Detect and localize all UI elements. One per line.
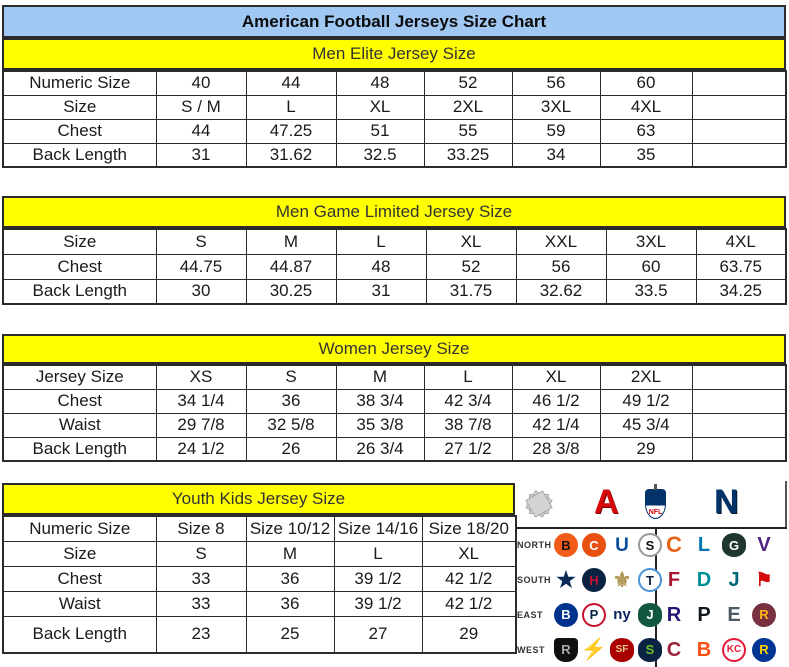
size-cell: 31 xyxy=(336,279,426,304)
saints-logo-icon: ⚜ xyxy=(612,568,632,592)
table-row xyxy=(3,516,516,541)
division-label: EAST xyxy=(517,609,544,620)
size-cell xyxy=(692,365,786,389)
nfc-logo-group xyxy=(662,533,780,557)
row-label: Waist xyxy=(3,591,156,616)
size-cell: 31 xyxy=(156,143,246,167)
size-cell: M xyxy=(246,229,336,254)
division-row xyxy=(516,598,787,633)
size-cell: 28 3/8 xyxy=(512,437,600,461)
size-cell: 4XL xyxy=(600,95,692,119)
size-cell: 52 xyxy=(424,71,512,95)
49ers-logo-icon: SF xyxy=(610,638,634,662)
cardinals-logo-icon: C xyxy=(666,638,682,661)
size-cell: 2XL xyxy=(424,95,512,119)
size-cell: 44 xyxy=(246,71,336,95)
redskins-logo-icon: R xyxy=(752,603,776,627)
row-label: Chest xyxy=(3,389,156,413)
nfc-logo-group xyxy=(662,568,780,592)
row-label: Size xyxy=(3,541,156,566)
bears-logo-icon: C xyxy=(666,532,682,558)
bengals-logo-icon: B xyxy=(554,533,578,557)
nfl-teams-panel xyxy=(516,481,787,667)
size-cell: 26 3/4 xyxy=(336,437,424,461)
size-cell: 29 xyxy=(600,437,692,461)
nfl-shield-icon xyxy=(645,489,666,519)
size-cell: 29 7/8 xyxy=(156,413,246,437)
conference-header-row xyxy=(516,481,787,527)
size-cell: 59 xyxy=(512,119,600,143)
size-cell: 35 3/8 xyxy=(336,413,424,437)
size-cell: 3XL xyxy=(512,95,600,119)
panthers-logo-icon: P xyxy=(697,603,711,626)
texans-logo-icon: H xyxy=(582,568,606,592)
table-row xyxy=(3,229,786,254)
size-cell: 55 xyxy=(424,119,512,143)
afc-logo-group xyxy=(554,533,654,557)
browns-logo-icon: C xyxy=(582,533,606,557)
size-cell: Size 18/20 xyxy=(422,516,516,541)
size-cell: 24 1/2 xyxy=(156,437,246,461)
chiefs-logo-icon: KC xyxy=(722,638,746,662)
size-cell: 49 1/2 xyxy=(600,389,692,413)
cowboys-logo-icon: ★ xyxy=(556,567,576,593)
table-row xyxy=(3,541,516,566)
lions-logo-icon: L xyxy=(697,534,711,557)
size-cell: 40 xyxy=(156,71,246,95)
size-cell xyxy=(692,119,786,143)
size-cell: 39 1/2 xyxy=(334,566,422,591)
size-cell: S xyxy=(246,365,336,389)
division-row xyxy=(516,528,787,563)
vikings-logo-icon: V xyxy=(757,534,771,557)
size-cell: 30 xyxy=(156,279,246,304)
size-cell: XL xyxy=(512,365,600,389)
row-label: Numeric Size xyxy=(3,71,156,95)
eagles-logo-icon: E xyxy=(727,603,741,626)
patriots-logo-icon: P xyxy=(582,603,606,627)
division-label: NORTH xyxy=(517,540,552,551)
size-cell: 52 xyxy=(426,254,516,279)
size-cell: XL xyxy=(426,229,516,254)
size-cell: 27 xyxy=(334,616,422,653)
youth-header: Youth Kids Jersey Size xyxy=(2,483,515,515)
size-cell: 33 xyxy=(156,566,246,591)
women-table xyxy=(2,364,787,462)
table-row xyxy=(3,279,786,304)
row-label: Numeric Size xyxy=(3,516,156,541)
size-cell: 44.75 xyxy=(156,254,246,279)
size-cell: 2XL xyxy=(600,365,692,389)
table-row xyxy=(3,389,786,413)
chargers-logo-icon: ⚡ xyxy=(580,638,608,662)
size-cell: 32.62 xyxy=(516,279,606,304)
size-cell xyxy=(692,143,786,167)
division-label: SOUTH xyxy=(517,575,551,586)
size-cell: 63 xyxy=(600,119,692,143)
table-row xyxy=(3,365,786,389)
size-cell: S / M xyxy=(156,95,246,119)
size-cell: 34.25 xyxy=(696,279,786,304)
page-title: American Football Jerseys Size Chart xyxy=(2,5,786,38)
size-cell: 56 xyxy=(516,254,606,279)
size-cell: 3XL xyxy=(606,229,696,254)
raiders-logo-icon: R xyxy=(554,638,578,662)
size-cell: S xyxy=(156,229,246,254)
size-cell: XXL xyxy=(516,229,606,254)
size-cell: 39 1/2 xyxy=(334,591,422,616)
size-cell xyxy=(692,413,786,437)
table-row xyxy=(3,95,786,119)
size-cell: 30.25 xyxy=(246,279,336,304)
size-cell: 47.25 xyxy=(246,119,336,143)
nfc-logo-group xyxy=(662,638,780,662)
division-label: WEST xyxy=(517,644,545,655)
division-grid xyxy=(516,528,787,667)
table-row xyxy=(3,566,516,591)
size-cell: 36 xyxy=(246,566,334,591)
size-cell: 36 xyxy=(246,389,336,413)
colts-logo-icon: U xyxy=(615,534,629,556)
size-cell: 35 xyxy=(600,143,692,167)
men-game-limited-header: Men Game Limited Jersey Size xyxy=(2,196,786,228)
size-cell: 33.25 xyxy=(424,143,512,167)
table-row xyxy=(3,119,786,143)
table-row xyxy=(3,71,786,95)
size-cell: 34 xyxy=(512,143,600,167)
size-cell xyxy=(692,71,786,95)
row-label: Back Length xyxy=(3,616,156,653)
ravens-logo-icon: R xyxy=(666,603,682,626)
size-cell: 32.5 xyxy=(336,143,424,167)
jets-logo-icon: J xyxy=(638,603,662,627)
size-cell: XS xyxy=(156,365,246,389)
seahawks-logo-icon: S xyxy=(638,638,662,662)
size-cell: S xyxy=(156,541,246,566)
bills-logo-icon: B xyxy=(554,603,578,627)
table-row xyxy=(3,591,516,616)
row-label: Back Length xyxy=(3,143,156,167)
size-cell: 38 3/4 xyxy=(336,389,424,413)
size-cell: 42 1/4 xyxy=(512,413,600,437)
nfl-shield-label: NFL xyxy=(648,509,663,516)
afc-logo-group xyxy=(554,638,654,662)
size-cell: L xyxy=(424,365,512,389)
row-label: Size xyxy=(3,95,156,119)
row-label: Chest xyxy=(3,119,156,143)
size-cell: 44 xyxy=(156,119,246,143)
size-cell: XL xyxy=(336,95,424,119)
men-game-limited-table xyxy=(2,228,787,305)
table-row xyxy=(3,616,516,653)
nfc-logo-icon: N xyxy=(714,483,739,521)
nfc-logo-group xyxy=(662,603,780,627)
row-label: Chest xyxy=(3,254,156,279)
afc-logo-group xyxy=(554,603,654,627)
size-cell: 46 1/2 xyxy=(512,389,600,413)
row-label: Waist xyxy=(3,413,156,437)
size-cell: 42 1/2 xyxy=(422,566,516,591)
size-cell: 44.87 xyxy=(246,254,336,279)
size-cell: M xyxy=(336,365,424,389)
afc-logo-icon: A xyxy=(594,483,619,521)
row-label: Back Length xyxy=(3,437,156,461)
packers-logo-icon: G xyxy=(722,533,746,557)
division-row xyxy=(516,563,787,598)
table-row xyxy=(3,143,786,167)
size-cell: 33.5 xyxy=(606,279,696,304)
table-row xyxy=(3,413,786,437)
size-cell: 42 1/2 xyxy=(422,591,516,616)
table-row xyxy=(3,254,786,279)
size-cell: 31.62 xyxy=(246,143,336,167)
row-label: Back Length xyxy=(3,279,156,304)
table-row xyxy=(3,437,786,461)
starburst-icon xyxy=(520,485,558,523)
size-cell: 27 1/2 xyxy=(424,437,512,461)
women-header: Women Jersey Size xyxy=(2,334,786,364)
size-cell: 31.75 xyxy=(426,279,516,304)
youth-table xyxy=(2,515,517,654)
size-cell: 38 7/8 xyxy=(424,413,512,437)
size-cell: 36 xyxy=(246,591,334,616)
buccaneers-logo-icon: ⚑ xyxy=(755,569,773,591)
men-elite-table xyxy=(2,70,787,168)
size-cell: 56 xyxy=(512,71,600,95)
size-cell: Size 8 xyxy=(156,516,246,541)
size-cell xyxy=(692,389,786,413)
size-cell: L xyxy=(336,229,426,254)
rams-logo-icon: R xyxy=(752,638,776,662)
dolphins-logo-icon: D xyxy=(696,569,712,592)
size-cell: 42 3/4 xyxy=(424,389,512,413)
size-cell: 23 xyxy=(156,616,246,653)
size-cell: 45 3/4 xyxy=(600,413,692,437)
men-elite-header: Men Elite Jersey Size xyxy=(2,38,786,70)
jaguars-logo-icon: J xyxy=(728,569,740,592)
falcons-logo-icon: F xyxy=(667,569,681,592)
size-cell: Size 10/12 xyxy=(246,516,334,541)
size-cell xyxy=(692,437,786,461)
size-cell: Size 14/16 xyxy=(334,516,422,541)
size-cell: 60 xyxy=(600,71,692,95)
row-label: Chest xyxy=(3,566,156,591)
size-cell xyxy=(692,95,786,119)
size-cell: 48 xyxy=(336,254,426,279)
size-cell: 34 1/4 xyxy=(156,389,246,413)
size-cell: XL xyxy=(422,541,516,566)
division-row xyxy=(516,632,787,667)
titans-logo-icon: T xyxy=(638,568,662,592)
size-cell: M xyxy=(246,541,334,566)
size-cell: 32 5/8 xyxy=(246,413,336,437)
size-cell: 60 xyxy=(606,254,696,279)
size-cell: 29 xyxy=(422,616,516,653)
size-cell: L xyxy=(246,95,336,119)
size-cell: 51 xyxy=(336,119,424,143)
size-cell: 4XL xyxy=(696,229,786,254)
giants-logo-icon: ny xyxy=(613,606,631,624)
size-cell: 33 xyxy=(156,591,246,616)
size-cell: L xyxy=(334,541,422,566)
row-label: Size xyxy=(3,229,156,254)
size-cell: 25 xyxy=(246,616,334,653)
steelers-logo-icon: S xyxy=(638,533,662,557)
broncos-logo-icon: B xyxy=(696,638,712,661)
row-label: Jersey Size xyxy=(3,365,156,389)
size-cell: 63.75 xyxy=(696,254,786,279)
size-cell: 48 xyxy=(336,71,424,95)
afc-logo-group xyxy=(554,568,654,592)
size-cell: 26 xyxy=(246,437,336,461)
